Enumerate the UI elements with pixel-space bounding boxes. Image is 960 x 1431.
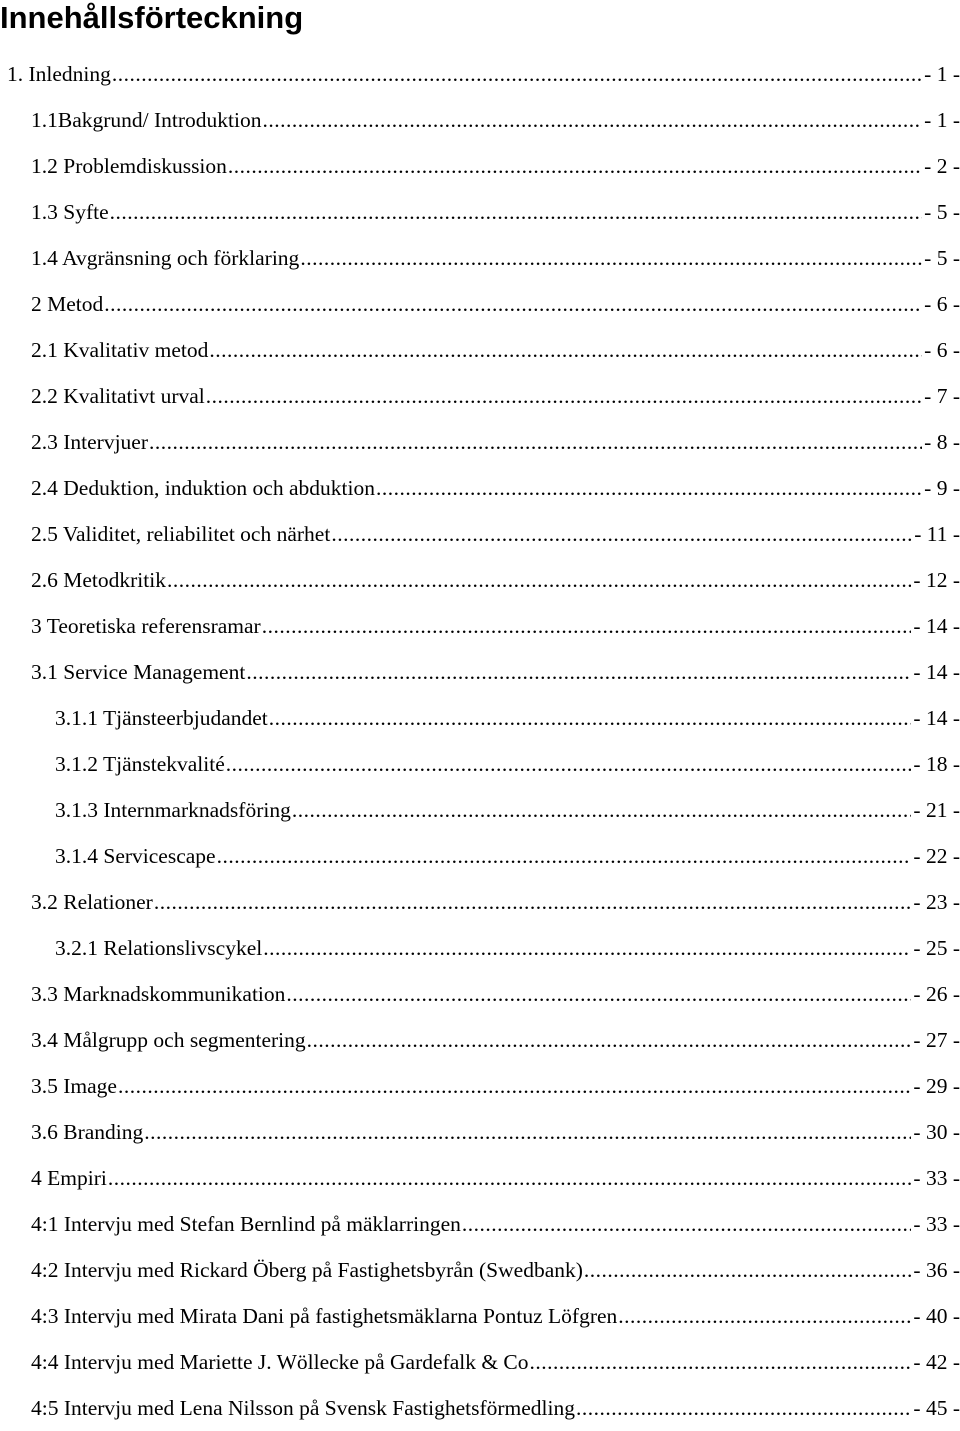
toc-entry-title: 4:4 Intervju med Mariette J. Wöllecke på Gardefalk & Co [31, 1350, 529, 1374]
toc-entry-title: 2.4 Deduktion, induktion och abduktion [31, 476, 375, 500]
toc-entry-page-number: - 33 - [913, 1166, 960, 1190]
toc-entry-page-number: - 9 - [924, 476, 960, 500]
toc-entry-title: 3.2 Relationer [31, 890, 153, 914]
toc-dot-leader [217, 833, 912, 879]
toc-dot-leader [144, 1109, 911, 1155]
toc-entry-page-number: - 14 - [913, 706, 960, 730]
toc-entry[interactable] [0, 1063, 960, 1109]
toc-entry-page-number: - 33 - [913, 1212, 960, 1236]
toc-entry-title: 3.1.3 Internmarknadsföring [55, 798, 291, 822]
toc-dot-leader [286, 971, 911, 1017]
toc-dot-leader [263, 925, 911, 971]
table-of-contents [0, 51, 960, 1431]
toc-entry-page-number: - 45 - [913, 1396, 960, 1420]
toc-dot-leader [110, 189, 923, 235]
toc-entry[interactable] [0, 143, 960, 189]
toc-entry-title: 1.2 Problemdiskussion [31, 154, 227, 178]
toc-entry[interactable] [0, 1293, 960, 1339]
toc-dot-leader [263, 97, 923, 143]
toc-entry-title: 3.2.1 Relationslivscykel [55, 936, 263, 960]
toc-entry-page-number: - 23 - [913, 890, 960, 914]
toc-entry[interactable] [0, 465, 960, 511]
toc-entry-title: 3.1 Service Management [31, 660, 246, 684]
toc-dot-leader [376, 465, 922, 511]
toc-dot-leader [618, 1293, 911, 1339]
toc-entry-page-number: - 6 - [924, 292, 960, 316]
toc-entry-page-number: - 21 - [913, 798, 960, 822]
toc-entry-page-number: - 42 - [913, 1350, 960, 1374]
toc-dot-leader [167, 557, 911, 603]
toc-entry[interactable] [0, 925, 960, 971]
toc-entry-title: 3.6 Branding [31, 1120, 144, 1144]
toc-dot-leader [307, 1017, 912, 1063]
toc-entry[interactable] [0, 1201, 960, 1247]
toc-entry[interactable] [0, 235, 960, 281]
toc-entry-title: 1. Inledning [7, 62, 111, 86]
toc-dot-leader [262, 603, 912, 649]
toc-entry-page-number: - 27 - [913, 1028, 960, 1052]
toc-dot-leader [246, 649, 911, 695]
toc-entry[interactable] [0, 97, 960, 143]
toc-entry[interactable] [0, 649, 960, 695]
toc-entry[interactable] [0, 603, 960, 649]
toc-entry[interactable] [0, 1247, 960, 1293]
toc-entry[interactable] [0, 833, 960, 879]
toc-entry-title: 2.2 Kvalitativt urval [31, 384, 205, 408]
toc-dot-leader [300, 235, 922, 281]
toc-entry-page-number: - 18 - [913, 752, 960, 776]
toc-entry-title: 2 Metod [31, 292, 104, 316]
toc-entry-title: 3.1.2 Tjänstekvalité [55, 752, 225, 776]
toc-dot-leader [226, 741, 912, 787]
toc-entry[interactable] [0, 1155, 960, 1201]
toc-entry[interactable] [0, 787, 960, 833]
toc-entry-title: 1.3 Syfte [31, 200, 109, 224]
toc-entry[interactable] [0, 511, 960, 557]
toc-entry[interactable] [0, 281, 960, 327]
toc-entry-title: 3 Teoretiska referensramar [31, 614, 261, 638]
toc-dot-leader [108, 1155, 912, 1201]
toc-dot-leader [104, 281, 922, 327]
toc-entry[interactable] [0, 1017, 960, 1063]
toc-entry-title: 4:5 Intervju med Lena Nilsson på Svensk Fastighetsförmedling [31, 1396, 575, 1420]
toc-entry-title: 2.1 Kvalitativ metod [31, 338, 209, 362]
toc-dot-leader [331, 511, 912, 557]
toc-dot-leader [584, 1247, 912, 1293]
toc-entry-title: 1.1Bakgrund/ Introduktion [31, 108, 262, 132]
toc-entry-page-number: - 5 - [924, 200, 960, 224]
toc-entry-page-number: - 40 - [913, 1304, 960, 1328]
toc-dot-leader [206, 373, 922, 419]
page-title: Innehållsförteckning [0, 0, 304, 35]
toc-entry-title: 3.3 Marknadskommunikation [31, 982, 286, 1006]
toc-entry[interactable] [0, 741, 960, 787]
toc-entry-title: 4:3 Intervju med Mirata Dani på fastighetsmäklarna Pontuz Löfgren [31, 1304, 618, 1328]
toc-dot-leader [292, 787, 912, 833]
toc-entry-page-number: - 1 - [924, 62, 960, 86]
toc-entry-title: 2.5 Validitet, reliabilitet och närhet [31, 522, 331, 546]
toc-entry[interactable] [0, 879, 960, 925]
toc-dot-leader [118, 1063, 911, 1109]
toc-dot-leader [576, 1385, 911, 1431]
toc-entry-page-number: - 36 - [913, 1258, 960, 1282]
toc-entry-page-number: - 11 - [914, 522, 960, 546]
toc-entry[interactable] [0, 557, 960, 603]
toc-entry-page-number: - 1 - [924, 108, 960, 132]
toc-dot-leader [154, 879, 912, 925]
toc-entry-page-number: - 8 - [924, 430, 960, 454]
toc-entry-page-number: - 14 - [913, 660, 960, 684]
toc-entry[interactable] [0, 695, 960, 741]
toc-entry[interactable] [0, 1339, 960, 1385]
toc-dot-leader [209, 327, 922, 373]
toc-entry-page-number: - 12 - [913, 568, 960, 592]
toc-entry-title: 2.6 Metodkritik [31, 568, 166, 592]
toc-entry-title: 3.1.4 Servicescape [55, 844, 216, 868]
toc-entry-page-number: - 25 - [913, 936, 960, 960]
toc-entry-page-number: - 30 - [913, 1120, 960, 1144]
toc-entry-title: 4 Empiri [31, 1166, 107, 1190]
toc-entry-title: 3.5 Image [31, 1074, 117, 1098]
toc-dot-leader [269, 695, 912, 741]
toc-entry-title: 2.3 Intervjuer [31, 430, 149, 454]
toc-entry-page-number: - 22 - [913, 844, 960, 868]
toc-entry-page-number: - 6 - [924, 338, 960, 362]
toc-dot-leader [462, 1201, 912, 1247]
toc-dot-leader [228, 143, 922, 189]
toc-entry-title: 1.4 Avgränsning och förklaring [31, 246, 300, 270]
toc-entry-page-number: - 2 - [924, 154, 960, 178]
toc-dot-leader [112, 51, 922, 97]
toc-entry[interactable] [0, 51, 960, 97]
toc-entry[interactable] [0, 1109, 960, 1155]
toc-entry[interactable] [0, 327, 960, 373]
toc-entry[interactable] [0, 971, 960, 1017]
toc-entry-page-number: - 14 - [913, 614, 960, 638]
toc-entry-page-number: - 29 - [913, 1074, 960, 1098]
toc-entry-page-number: - 7 - [924, 384, 960, 408]
toc-entry-page-number: - 5 - [924, 246, 960, 270]
toc-entry[interactable] [0, 419, 960, 465]
toc-dot-leader [530, 1339, 912, 1385]
toc-entry-title: 4:2 Intervju med Rickard Öberg på Fastighetsbyrån (Swedbank) [31, 1258, 583, 1282]
toc-entry[interactable] [0, 189, 960, 235]
toc-dot-leader [149, 419, 922, 465]
toc-entry-page-number: - 26 - [913, 982, 960, 1006]
toc-entry-title: 3.4 Målgrupp och segmentering [31, 1028, 306, 1052]
toc-entry-title: 4:1 Intervju med Stefan Bernlind på mäklarringen [31, 1212, 461, 1236]
toc-entry-title: 3.1.1 Tjänsteerbjudandet [55, 706, 268, 730]
toc-entry[interactable] [0, 1385, 960, 1431]
toc-entry[interactable] [0, 373, 960, 419]
